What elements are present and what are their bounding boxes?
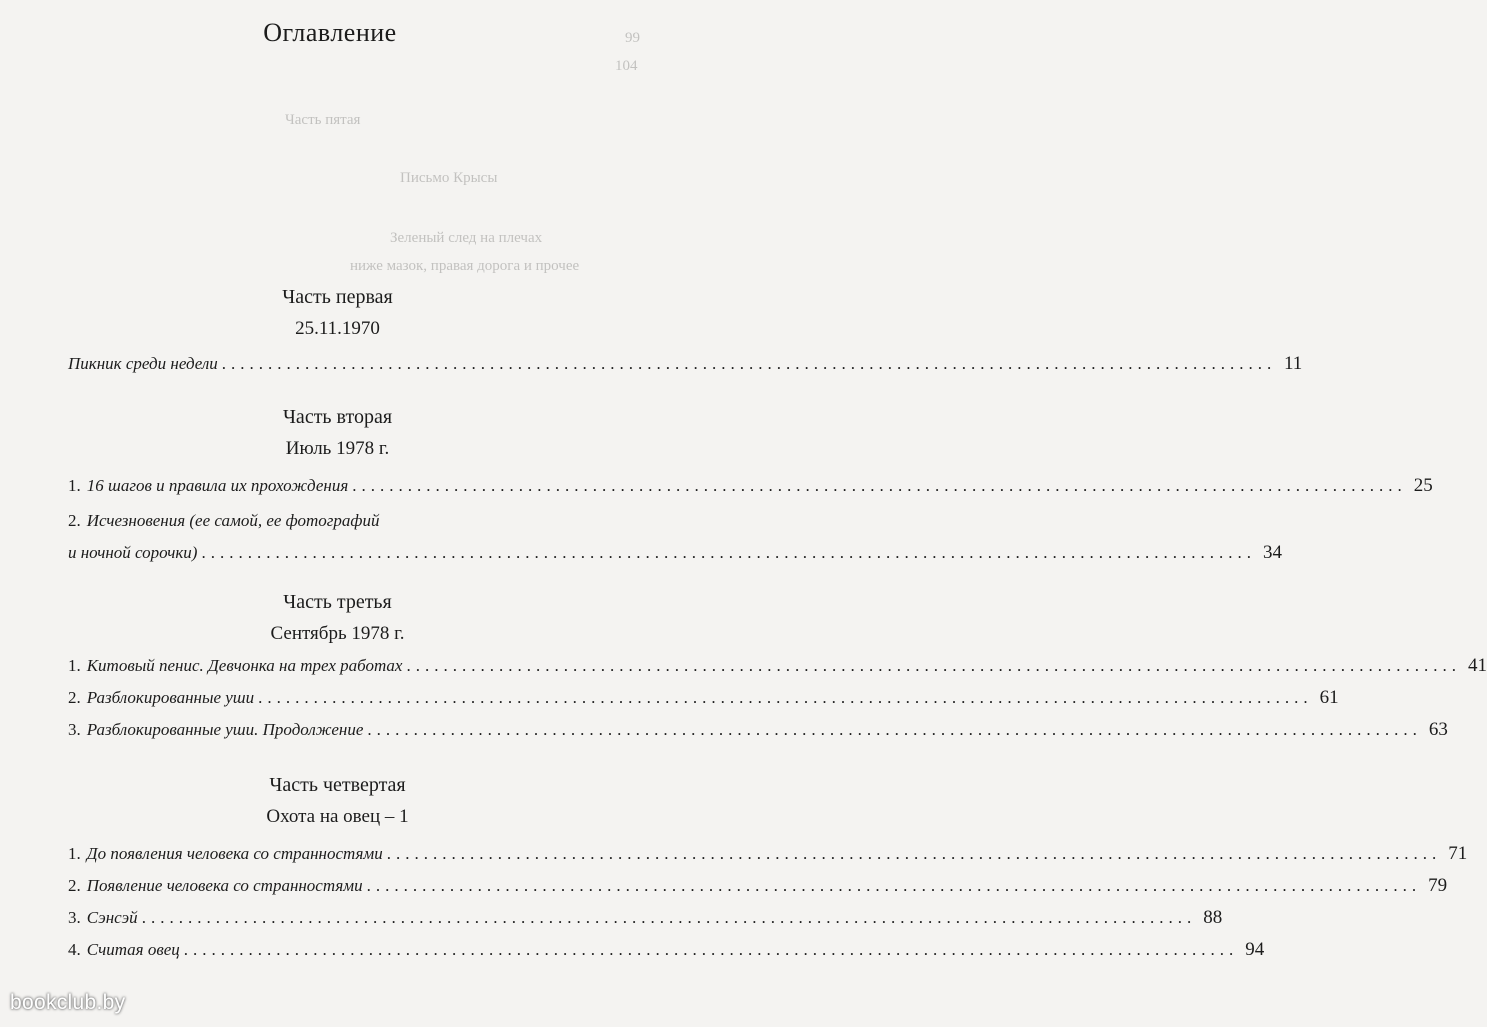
- toc-entry-page: 11: [1283, 353, 1303, 374]
- toc-entry-title: Считая овец: [86, 940, 180, 959]
- toc-entry-number: 1.: [68, 656, 81, 675]
- toc-entry-number: 1.: [68, 476, 81, 495]
- leader-dots: ..................................................................................................................: [141, 908, 1197, 927]
- toc-entry[interactable]: [68, 509, 1282, 565]
- part-title: Часть четвертая: [269, 774, 406, 796]
- toc-entry-number: 2.: [68, 688, 81, 707]
- bleed-through-text: Зеленый след на плечах: [390, 230, 543, 246]
- toc-entry-title: До появления человека со странностями: [86, 844, 383, 863]
- toc-entry[interactable]: [68, 906, 1223, 930]
- bleed-through-text: Письмо Крысы: [400, 170, 498, 186]
- part-heading-3: [60, 590, 615, 646]
- part-title: Часть первая: [282, 286, 393, 308]
- bleed-through-text: Часть пятая: [285, 112, 361, 128]
- toc-entry-page: 61: [1319, 687, 1339, 708]
- toc-entry-title: 16 шагов и правила их прохождения: [86, 476, 349, 495]
- leader-dots: ..................................................................................................................: [352, 476, 1407, 495]
- toc-entry[interactable]: [68, 842, 1468, 866]
- toc-entry-page: 41: [1467, 655, 1487, 676]
- toc-entry-title: Исчезновения (ее самой, ее фотографий: [86, 511, 380, 530]
- toc-entry-title-continued: и ночной сорочки): [68, 543, 198, 562]
- part-title: Часть третья: [283, 591, 392, 613]
- toc-entry-number: 2.: [68, 876, 81, 895]
- toc-entry-page: 94: [1245, 939, 1265, 960]
- toc-entry-page: 34: [1262, 542, 1282, 563]
- toc-entry-title: Китовый пенис. Девчонка на трех работах: [86, 656, 403, 675]
- leader-dots: ..................................................................................................................: [201, 543, 1256, 562]
- toc-entry[interactable]: [68, 352, 1303, 376]
- toc-entry-page: 63: [1428, 719, 1448, 740]
- part-date: Июль 1978 г.: [285, 438, 390, 459]
- leader-dots: ..................................................................................................................: [366, 876, 1422, 895]
- watermark: bookclub.by: [10, 991, 126, 1014]
- toc-entry-page: 88: [1203, 907, 1223, 928]
- leader-dots: ..................................................................................................................: [183, 940, 1239, 959]
- toc-entry-page: 79: [1428, 875, 1448, 896]
- leader-dots: ..................................................................................................................: [406, 656, 1461, 675]
- page-title: Оглавление: [263, 18, 397, 47]
- leader-dots: ..................................................................................................................: [367, 720, 1422, 739]
- toc-entry-title: Сэнсэй: [86, 908, 138, 927]
- toc-entry-title: Разблокированные уши: [86, 688, 255, 707]
- toc-entry-page: 71: [1448, 843, 1468, 864]
- toc-entry-page: 25: [1413, 475, 1433, 496]
- part-date: Охота на овец – 1: [266, 806, 409, 827]
- part-heading-1: [60, 285, 615, 341]
- part-title: Часть вторая: [282, 406, 393, 428]
- toc-entry[interactable]: [68, 874, 1448, 898]
- bleed-through-text: 104: [615, 58, 638, 74]
- toc-entry[interactable]: [68, 718, 1448, 742]
- part-heading-2: [60, 405, 615, 461]
- part-date: Сентябрь 1978 г.: [270, 623, 405, 644]
- part-date: 25.11.1970: [295, 318, 380, 339]
- toc-entry[interactable]: [68, 654, 1487, 678]
- toc-entry-number: 3.: [68, 720, 81, 739]
- toc-entry-number: 1.: [68, 844, 81, 863]
- part-heading-4: [60, 773, 615, 829]
- toc-entry[interactable]: [68, 938, 1265, 962]
- toc-entry-title: Появление человека со странностями: [86, 876, 363, 895]
- toc-entry[interactable]: [68, 474, 1433, 498]
- toc-entry-number: 2.: [68, 511, 81, 530]
- toc-entry-title: Разблокированные уши. Продолжение: [86, 720, 364, 739]
- leader-dots: ..................................................................................................................: [386, 844, 1442, 863]
- toc-entry-number: 3.: [68, 908, 81, 927]
- leader-dots: ..................................................................................................................: [221, 354, 1277, 373]
- toc-entry[interactable]: [68, 686, 1339, 710]
- bleed-through-text: 99: [625, 30, 640, 46]
- toc-entry-title: Пикник среди недели: [68, 354, 218, 373]
- toc-entry-number: 4.: [68, 940, 81, 959]
- leader-dots: ..................................................................................................................: [258, 688, 1313, 707]
- bleed-through-text: ниже мазок, правая дорога и прочее: [350, 258, 580, 274]
